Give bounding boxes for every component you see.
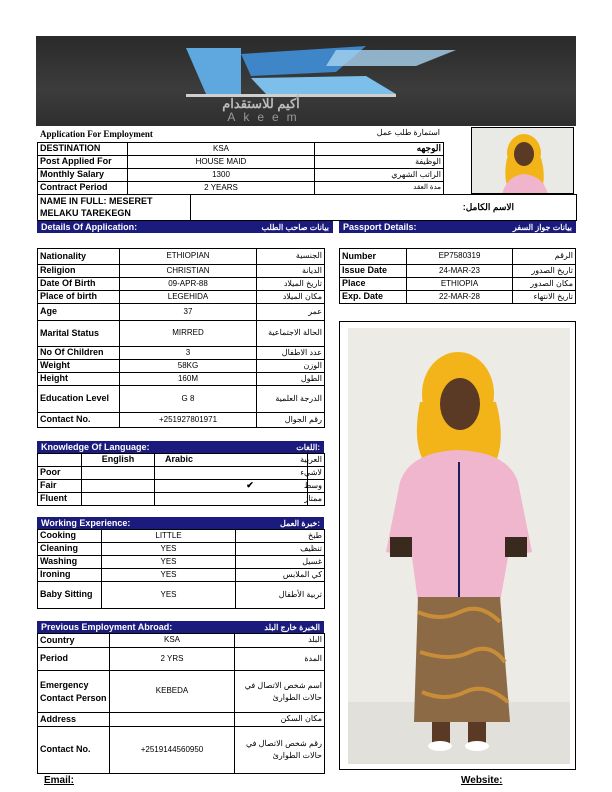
place-label: Place — [340, 278, 407, 291]
emergency-contact-label: Emergency Contact Person — [38, 671, 110, 713]
washing-value: YES — [102, 556, 236, 569]
passport-table — [339, 248, 576, 304]
cleaning-value: YES — [102, 543, 236, 556]
emergency-contact-label-ar: اسم شخص الاتصال في حالات الطوارئ — [235, 671, 325, 713]
passport-header-en: Passport Details: — [343, 222, 417, 232]
education-label: Education Level — [38, 386, 120, 413]
pob-value: LEGEHIDA — [120, 291, 257, 304]
contract-label: Contract Period — [38, 182, 128, 195]
education-label-ar: الدرجة العلمية — [257, 386, 325, 413]
emergency-phone-label: Contact No. — [38, 727, 110, 774]
fair-arabic-check: ✔ — [155, 480, 308, 493]
fair-english — [82, 480, 155, 493]
exp-date-label-ar: تاريخ الانتهاء — [513, 291, 576, 304]
applicant-full-photo — [339, 321, 576, 770]
pob-label-ar: مكان الميلاد — [257, 291, 325, 304]
english-header: English — [82, 454, 155, 467]
fluent-arabic — [155, 493, 308, 506]
salary-value: 1300 — [128, 169, 315, 182]
fluent-english — [82, 493, 155, 506]
name-table — [37, 194, 577, 221]
post-value: HOUSE MAID — [128, 156, 315, 169]
place-value: ETHIOPIA — [407, 278, 513, 291]
salary-label: Monthly Salary — [38, 169, 128, 182]
age-value: 37 — [120, 304, 257, 321]
height-label: Height — [38, 373, 120, 386]
religion-label-ar: الديانة — [257, 265, 325, 278]
form-title-en: Application For Employment — [40, 129, 153, 139]
website-label: Website: — [461, 775, 503, 786]
arabic-header: Arabic — [155, 454, 308, 467]
experience-table — [37, 529, 325, 609]
exp-date-label: Exp. Date — [340, 291, 407, 304]
logo-latin: Akeem — [227, 110, 305, 124]
religion-value: CHRISTIAN — [120, 265, 257, 278]
portrait-photo-icon — [472, 128, 574, 194]
header-banner — [36, 36, 576, 126]
poor-arabic — [155, 467, 308, 480]
email-label: Email: — [44, 775, 75, 786]
passport-number-label-ar: الرقم — [513, 249, 576, 265]
period-value: 2 YRS — [110, 648, 235, 671]
contact-label-ar: رقم الجوال — [257, 413, 325, 428]
ironing-value: YES — [102, 569, 236, 582]
country-label: Country — [38, 634, 110, 648]
application-summary-table — [37, 142, 444, 195]
washing-label: Washing — [38, 556, 102, 569]
education-value: G 8 — [120, 386, 257, 413]
dob-value: 09-APR-88 — [120, 278, 257, 291]
passport-section-header — [339, 221, 576, 233]
period-label-ar: المدة — [235, 648, 325, 671]
religion-label: Religion — [38, 265, 120, 278]
emergency-phone-label-ar: رقم شخص الاتصال في حالات الطوارئ — [235, 727, 325, 774]
language-header-en: Knowledge Of Language: — [41, 442, 150, 452]
children-value: 3 — [120, 347, 257, 360]
nationality-label: Nationality — [38, 249, 120, 265]
country-label-ar: البلد — [235, 634, 325, 648]
form-title-ar: استمارة طلب عمل — [376, 128, 440, 137]
ironing-label-ar: كي الملابس — [236, 569, 325, 582]
babysitting-value: YES — [102, 582, 236, 609]
nationality-label-ar: الجنسية — [257, 249, 325, 265]
children-label-ar: عدد الاطفال — [257, 347, 325, 360]
ironing-label: Ironing — [38, 569, 102, 582]
cleaning-label: Cleaning — [38, 543, 102, 556]
washing-label-ar: غسيل — [236, 556, 325, 569]
experience-header-ar: خبرة العمل: — [279, 518, 320, 528]
full-name: NAME IN FULL: MESERET MELAKU TAREKEGN — [38, 195, 191, 221]
destination-value: KSA — [128, 143, 315, 156]
cleaning-label-ar: تنظيف — [236, 543, 325, 556]
address-value — [110, 713, 235, 727]
nationality-value: ETHIOPIAN — [120, 249, 257, 265]
pob-label: Place of birth — [38, 291, 120, 304]
contract-label-ar: مدة العقد — [315, 182, 444, 195]
previous-section-header — [37, 621, 324, 633]
fair-label-ar: وسط — [308, 480, 325, 493]
poor-english — [82, 467, 155, 480]
fair-label: Fair — [38, 480, 82, 493]
details-header-en: Details Of Application: — [41, 222, 138, 232]
salary-label-ar: الراتب الشهري — [315, 169, 444, 182]
previous-employment-table — [37, 633, 325, 774]
details-header-ar: بيانات صاحب الطلب — [261, 222, 329, 232]
contract-value: 2 YEARS — [128, 182, 315, 195]
passport-number-label: Number — [340, 249, 407, 265]
language-header-ar: اللغات: — [296, 442, 320, 452]
cooking-label-ar: طبخ — [236, 530, 325, 543]
marital-label: Marital Status — [38, 321, 120, 347]
poor-label-ar: لاشيء — [308, 467, 325, 480]
place-label-ar: مكان الصدور — [513, 278, 576, 291]
post-label-ar: الوظيفة — [315, 156, 444, 169]
experience-section-header — [37, 517, 324, 529]
destination-label: DESTINATION — [38, 143, 128, 156]
dob-label-ar: تاريخ الميلاد — [257, 278, 325, 291]
dob-label: Date Of Birth — [38, 278, 120, 291]
address-label: Address — [38, 713, 110, 727]
language-section-header — [37, 441, 324, 453]
contact-value: +251927801971 — [120, 413, 257, 428]
marital-value: MIRRED — [120, 321, 257, 347]
cooking-value: LITTLE — [102, 530, 236, 543]
fluent-label: Fluent — [38, 493, 82, 506]
weight-value: 58KG — [120, 360, 257, 373]
cooking-label: Cooking — [38, 530, 102, 543]
passport-header-ar: بيانات جواز السفر — [512, 222, 572, 232]
weight-label: Weight — [38, 360, 120, 373]
age-label: Age — [38, 304, 120, 321]
experience-header-en: Working Experience: — [41, 518, 131, 528]
issue-date-label: Issue Date — [340, 265, 407, 278]
issue-date-label-ar: تاريخ الصدور — [513, 265, 576, 278]
full-body-photo-icon — [340, 322, 576, 770]
logo-arabic: أكيم للاستقدام — [222, 96, 300, 111]
height-value: 160M — [120, 373, 257, 386]
emergency-contact-value: KEBEDA — [110, 671, 235, 713]
previous-header-en: Previous Employment Abroad: — [41, 622, 173, 632]
marital-label-ar: الحالة الاجتماعية — [257, 321, 325, 347]
arabic-header-ar: العربية — [308, 454, 325, 467]
age-label-ar: عمر — [257, 304, 325, 321]
poor-label: Poor — [38, 467, 82, 480]
exp-date-value: 22-MAR-28 — [407, 291, 513, 304]
full-name-label-ar: الاسم الكامل: — [191, 195, 577, 221]
destination-label-ar: الوجهه — [315, 143, 444, 156]
babysitting-label: Baby Sitting — [38, 582, 102, 609]
details-table — [37, 248, 325, 428]
previous-header-ar: الخبرة خارج البلد — [264, 622, 320, 632]
applicant-portrait — [471, 127, 574, 194]
emergency-phone-value: +2519144560950 — [110, 727, 235, 774]
height-label-ar: الطول — [257, 373, 325, 386]
weight-label-ar: الوزن — [257, 360, 325, 373]
children-label: No Of Children — [38, 347, 120, 360]
contact-label: Contact No. — [38, 413, 120, 428]
issue-date-value: 24-MAR-23 — [407, 265, 513, 278]
country-value: KSA — [110, 634, 235, 648]
post-label: Post Applied For — [38, 156, 128, 169]
language-table — [37, 453, 325, 506]
fluent-label-ar: ممتاز — [308, 493, 325, 506]
passport-number-value: EP7580319 — [407, 249, 513, 265]
period-label: Period — [38, 648, 110, 671]
details-section-header — [37, 221, 333, 233]
address-label-ar: مكان السكن — [235, 713, 325, 727]
babysitting-label-ar: تربية الأطفال — [236, 582, 325, 609]
